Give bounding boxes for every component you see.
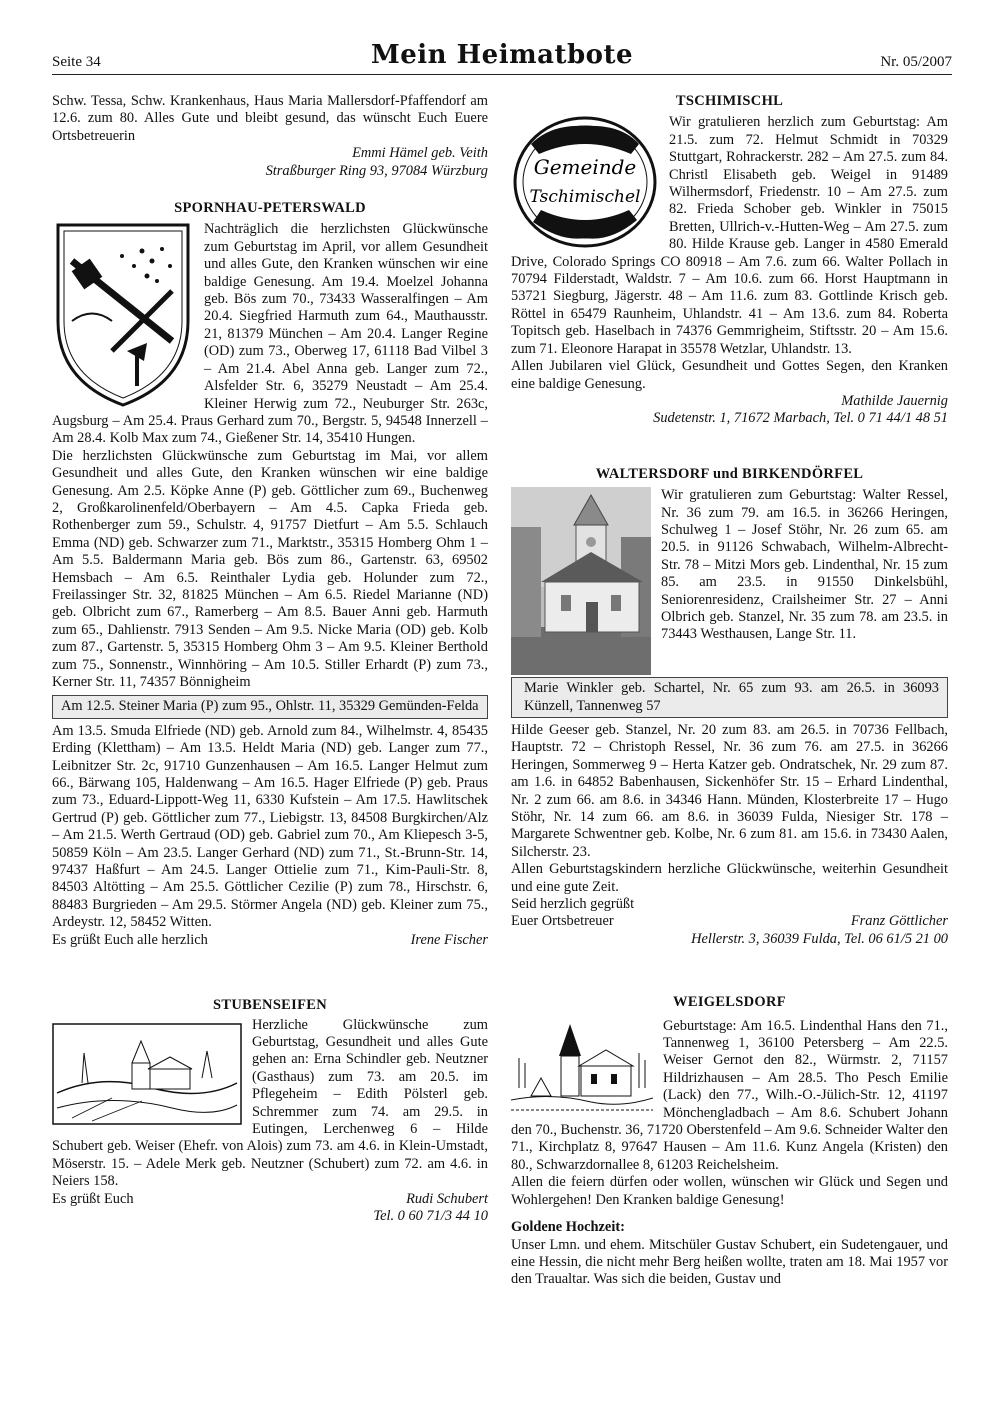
- spornhau-highlight-text: Am 12.5. Steiner Maria (P) zum 95., Ohlstr. 11, 35329 Gemünden-Felda: [61, 698, 479, 715]
- stubenseifen-church-sketch-image: [52, 1023, 242, 1125]
- waltersdorf-more-birthdays: Hilde Geeser geb. Stanzel, Nr. 20 zum 83. am 26.5. in 70736 Fellbach, Hauptstr. 72 – Christoph Ressel, Nr. 36 zum 76. am 27.5. in 36266 Heringen, Sommerweg 9 – Herta Katzer geb. Ondratschek, Nr. 29 zum 87. am 1.6. in 64852 Babenhausen, Sickenhöfer Str. 15 – Erhard Lindenthal, Nr. 2 zum 66. am 8.6. in 34346 Hann. Münden, Klosterbreite 17 – Hugo Stöhr, Nr. 14 zum 66. am 8.6. in 36039 Fulda, Niesiger Str. 178 – Margarete Schwentner geb. Kolbe, Nr. 6 zum 81. am 15.6. in 73430 Aalen, Silcherstr. 23.: [511, 721, 948, 860]
- stubenseifen-signature-line: [52, 1191, 488, 1208]
- spornhau-greeting: Es grüßt Euch alle herzlich: [52, 931, 208, 948]
- spornhau-may-birthdays: Die herzlichsten Glückwünsche zum Geburtstag im Mai, vor allem Gesundheit und alles Gute, den Kranken wünschen wir eine baldige Genesung. Am 2.5. Köpke Anne (P) geb. Göttlicher zum 69., Buchenweg 2, Großkarolinenfeld/Oberbayern – Am 4.5. Capka Frieda geb. Rothenberger zum 59., Schulstr. 4, 91757 Dietfurt – Am 5.5. Schlauch Emma (ND) geb. Schwarzer zum 71., Marktstr., 35315 Homberg Ohm 1 – Am 5.5. Baldermann Maria geb. Bös zum 86., Gartenstr. 63, 69502 Hemsbach – Am 6.5. Reinthaler Lydia geb. Holunder zum 72., Freilassinger Str. 32, 81825 München – Am 6.5. Riedel Marianne (ND) geb. Olbricht zum 67., Ramerberg – Am 8.5. Bauer Anni geb. Harmuth zum 65., Dahlienstr. 7913 Senden – Am 9.5. Nicke Maria (OD) geb. Kolb zum 87., Gartenstr. 5, 35315 Homberg Ohm 3 – Am 9.5. Kleiner Berthold zum 75., Sonnenstr., Winnhöring – Am 10.5. Stiller Erhardt (P) zum 73., Kerner Str. 11, 74357 Bönnigheim: [52, 447, 488, 690]
- waltersdorf-address: Hellerstr. 3, 36039 Fulda, Tel. 06 61/5 21 00: [691, 930, 948, 947]
- stubenseifen-signature: Rudi Schubert: [406, 1190, 488, 1207]
- section-title-weigelsdorf: WEIGELSDORF: [673, 994, 786, 1011]
- golden-wedding-text: Unser Lmn. und ehem. Mitschüler Gustav Schubert, ein Sudetengauer, und eine Hessin, die nicht mehr Berg heißen wollte, traten am 18. Mai 1957 vor den Traualtar. Was sich die beiden, Gustav und: [511, 1236, 948, 1288]
- spornhau-signature: Irene Fischer: [410, 931, 488, 948]
- waltersdorf-greeting: Seid herzlich gegrüßt: [511, 896, 635, 912]
- spornhau-signature-line: [52, 932, 488, 949]
- waltersdorf-highlight-text: Marie Winkler geb. Schartel, Nr. 65 zum 93. am 26.5. in 36093 Künzell, Tannenweg 57: [524, 680, 939, 714]
- golden-wedding-title: Goldene Hochzeit:: [511, 1219, 625, 1236]
- intro-address: Straßburger Ring 93, 97084 Würzburg: [265, 162, 488, 179]
- tschimischl-signature: Mathilde Jauernig: [841, 392, 948, 409]
- stubenseifen-birthdays: Herzliche Glückwünsche zum Geburtstag, Gesundheit und alles Gute gehen an: Erna Schindler geb. Neutzner (Gasthaus) zum 73. am 20.5. im Pflegeheim – Edith Pölsterl geb. Schremmer zum 74. am 29.5. in Eutingen, Lerchenweg 6 – Hilde Schubert geb. Weiser (Ehefr. von Alois) zum 73. am 4.6. in Klein-Umstadt, Möserstr. 15. – Adele Merk geb. Neutzner (Schubert) zum 72. am 4.6. in Neiers 158.: [52, 1016, 488, 1190]
- weigelsdorf-closing: Allen die feiern dürfen oder wollen, wünschen wir Glück und Segen und Wohlergehen! Den Kranken baldige Genesung!: [511, 1174, 948, 1208]
- waltersdorf-signature: Franz Göttlicher: [850, 913, 948, 930]
- header-rule: [52, 74, 952, 75]
- waltersdorf-signature-line: [511, 913, 948, 930]
- right-column: [511, 93, 948, 1289]
- spornhau-coat-of-arms-image: [52, 221, 194, 407]
- section-title-waltersdorf: WALTERSDORF und BIRKENDÖRFEL: [595, 465, 864, 482]
- weigelsdorf-church-sketch-image: [511, 1018, 653, 1118]
- left-column: [52, 93, 488, 1225]
- spornhau-highlight-box: [52, 695, 488, 718]
- spornhau-more-birthdays: Am 13.5. Smuda Elfriede (ND) geb. Arnold zum 84., Wilhelmstr. 4, 85435 Erding (Klettham) – Am 13.5. Heldt Maria (ND) geb. Langer zum 77., Leibnitzer Str. 2c, 91710 Gunzenhausen – Am 16.5. Langer Helmut zum 66., Bärwang 105, Haldenwang – Am 16.5. Hager Elfriede (P) geb. Praus zum 73., Eduard-Lippott-Weg 11, 6330 Kufstein – Am 17.5. Hawlitschek Gertrud (P) geb. Göttlicher zum 77., Liebigstr. 13, 84508 Burgkirchen/Alz – Am 21.5. Werth Gertraud (OD) geb. Gabriel zum 70., Am Kliepesch 3-5, 50859 Köln – Am 23.5. Langer Gerhard (ND) zum 71., St.-Brunn-Str. 14, 97437 Haßfurt – Am 24.5. Langer Ottielie zum 71., Kim-Pauli-Str. 8, 84503 Altötting – Am 25.5. Göttlicher Cezilie (P) zum 78., Hirschstr. 6, 88483 Burgrieden – Am 29.5. Störmer Angela (ND) geb. Kleiner zum 75., Ardeystr. 12, 58452 Witten.: [52, 722, 488, 931]
- spornhau-april-birthdays: Nachträglich die herzlichsten Glückwünsche zum Geburtstag im April, vor allem Gesundheit und alles Gute, den Kranken wünschen wir eine baldige Genesung. Am 19.4. Moelzel Johanna geb. Bös zum 70., 73433 Wasseralfingen – Am 20.4. Siegfried Harmuth zum 64., Mauthausstr. 21, 81379 München – Am 20.4. Langer Regine (OD) zum 73., Oberweg 17, 61118 Bad Vilbel 3 – Am 21.4. Abel Anna geb. Langer zum 72., Alsfelder Str. 6, 35279 Neustadt – Am 25.4. Kleiner Herwig zum 72., Neuburger Str. 263c, Augsburg – Am 25.4. Praus Gerhard zum 70., Bergstr. 5, 94548 Innerzell – Am 28.4. Kolb Max zum 74., Gießener Str. 14, 35410 Hungen.: [52, 221, 488, 447]
- waltersdorf-chapel-photo: [511, 487, 651, 675]
- tschimischl-closing: Allen Jubilaren viel Glück, Gesundheit und Gottes Segen, den Kranken eine baldige Genesung.: [511, 358, 948, 392]
- stubenseifen-telephone: Tel. 0 60 71/3 44 10: [373, 1207, 488, 1224]
- waltersdorf-highlight-box: [511, 677, 948, 718]
- issue-number: Nr. 05/2007: [880, 54, 952, 70]
- section-title-stubenseifen: STUBENSEIFEN: [213, 997, 327, 1014]
- weigelsdorf-birthdays: Geburtstage: Am 16.5. Lindenthal Hans den 71., Tannenweg 1, 36100 Petersberg – Am 22.5. Weiser Gernot den 82., Würmstr. 2, 71157 Hildrizhausen – Am 28.5. Tho Pesch Emilie (Lack) den 77., Wilh.-O.-Jülich-Str. 12, 41197 Mönchengladbach – Am 8.6. Schubert Johann den 70., Buchenstr. 36, 71720 Oberstenfeld – Am 9.6. Schneider Walter den 71., Kirchplatz 8, 97647 Hausen – Am 11.6. Kunz Angela (Kristen) den 80., Schwarzdornallee 8, 61203 Reichelsheim.: [511, 1017, 949, 1173]
- page-number: Seite 34: [52, 54, 101, 70]
- intro-signature: Emmi Hämel geb. Veith: [352, 145, 488, 162]
- seal-text-gemeinde: Gemeinde: [533, 155, 637, 180]
- tschimischl-birthdays: Wir gratulieren herzlich zum Geburtstag: Am 21.5. zum 72. Helmut Schmidt in 70329 Stuttgart, Rohrackerstr. 282 – Am 27.5. zum 84. Christl Elisabeth geb. Weigel in 91489 Wilhermsdorf, Friedenstr. 10 – Am 27.5. zum 82. Frieda Schober geb. Winkler in 75015 Bretten, Ullrich-v.-Hutten-Weg – Am 27.5. zum 80. Hilde Krause geb. Langer in 4580 Emerald Drive, Colorado Springs CO 80918 – Am 7.6. zum 66. Walter Pollach in 70794 Filderstadt, Waldstr. 7 – Am 10.6. zum 66. Horst Hauptmann in 53721 Siegburg, Jägerstr. 48 – Am 11.6. zum 83. Gottlinde Krisch geb. Röttel in 65479 Raunheim, Uhlandstr. 41 – Am 13.6. zum 84. Roberta Topitsch geb. Haselbach in 74376 Gemmrigheim, Stiftsstr. 20 – Am 15.6. zum 71. Eleonore Harapat in 35578 Wetzlar, Uhlandstr. 13.: [511, 114, 948, 357]
- section-title-spornhau: SPORNHAU-PETERSWALD: [174, 200, 366, 217]
- section-title-tschimischl: TSCHIMISCHL: [675, 93, 784, 109]
- tschimischl-address: Sudetenstr. 1, 71672 Marbach, Tel. 0 71 44/1 48 51: [653, 410, 948, 427]
- newspaper-logo: Mein Heimatbote: [370, 40, 634, 70]
- waltersdorf-closing: Allen Geburtstagskindern herzliche Glückwünsche, weiterhin Gesundheit und eine gute Zeit.: [511, 861, 948, 895]
- seal-text-tschimischel: Tschimischel: [529, 187, 641, 208]
- stubenseifen-greeting: Es grüßt Euch: [52, 1190, 134, 1207]
- tschimischl-seal-image: [511, 114, 659, 250]
- waltersdorf-greeting-2: Euer Ortsbetreuer: [511, 913, 614, 930]
- intro-text: Schw. Tessa, Schw. Krankenhaus, Haus Maria Mallersdorf-Pfaffendorf am 12.6. zum 80. Alles Gute und bleibt gesund, das wünscht Euch Euere Ortsbetreuerin: [52, 93, 488, 144]
- waltersdorf-birthdays: Wir gratulieren zum Geburtstag: Walter Ressel, Nr. 36 zum 79. am 16.5. in 36266 Heringen, Schulweg 1 – Josef Stöhr, Nr. 26 zum 65. am 20.5. in 91126 Schwabach, Wilhelm-Albrecht-Str. 78 – Mitzi Mors geb. Lindenthal, Nr. 15 zum 85. am 23.5. in 91550 Dinkelsbühl, Seniorenresidenz, Crailsheimer Str. 27 – Anni Olbrich geb. Stanzel, Nr. 35 zum 78. am 23.5. in 73443 Westhausen, Lange Str. 11.: [661, 487, 948, 643]
